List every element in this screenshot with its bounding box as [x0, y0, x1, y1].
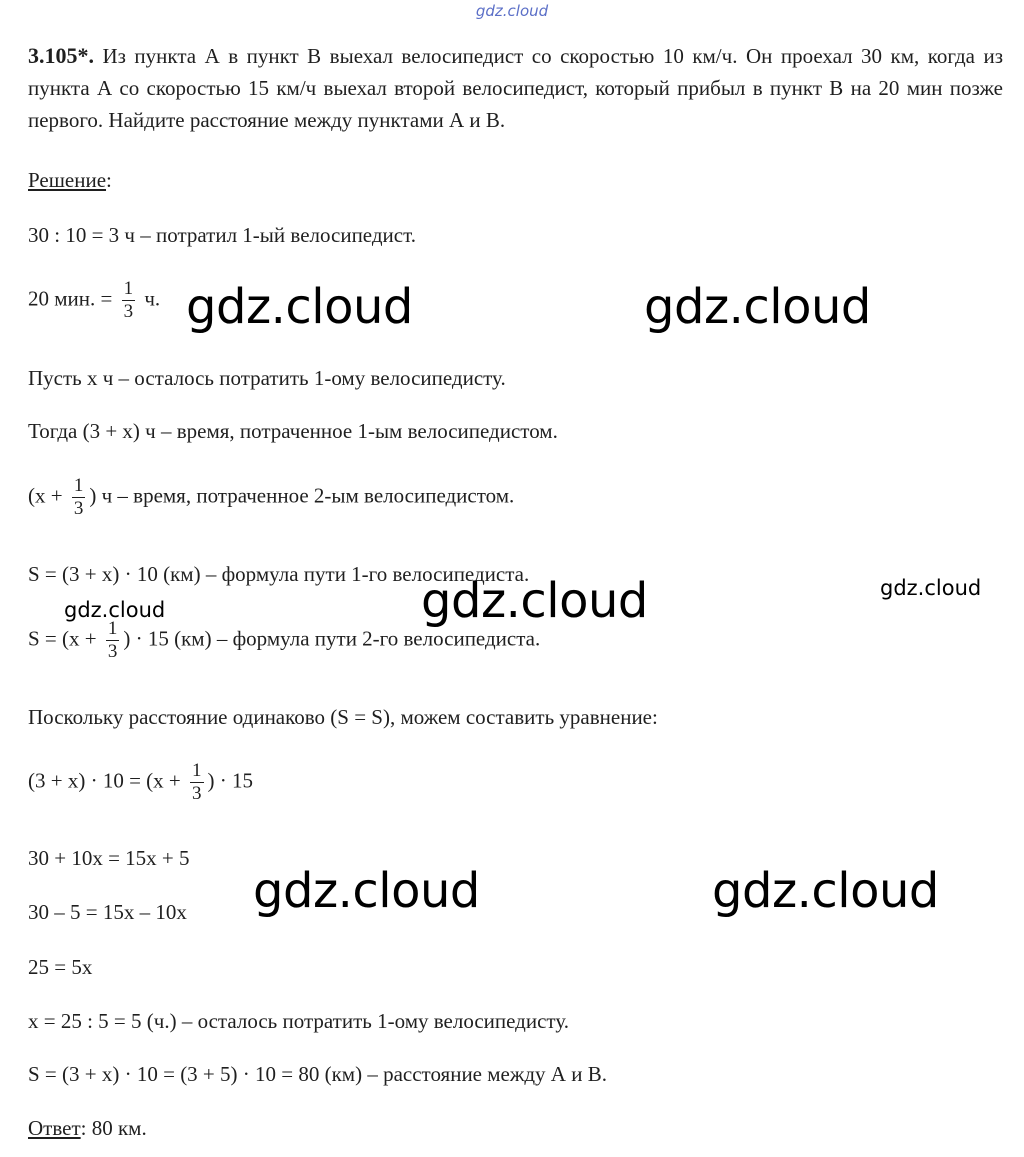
fraction-one-third — [190, 760, 204, 805]
solution-line-1: 30 : 10 = 3 ч – потратил 1-ый велосипедист. — [28, 223, 416, 247]
solution-line-2 — [28, 278, 160, 323]
fraction-one-third — [122, 278, 136, 323]
fraction-one-third — [72, 475, 86, 520]
fraction-numerator: 1 — [107, 618, 118, 639]
solution-line-9-prefix: (3 + х) · 10 = (х + — [28, 768, 187, 793]
fraction-numerator: 1 — [123, 278, 134, 299]
watermark-logo: gdz.cloud — [253, 863, 480, 919]
watermark-logo-small: gdz.cloud — [880, 576, 982, 600]
fraction-numerator: 1 — [192, 760, 202, 781]
watermark-logo: gdz.cloud — [644, 279, 871, 335]
solution-line-14: S = (3 + х) · 10 = (3 + 5) · 10 = 80 (км) – расстояние между А и В. — [28, 1062, 607, 1086]
solution-heading-colon: : — [106, 168, 112, 192]
watermark-logo: gdz.cloud — [186, 279, 413, 335]
solution-line-13: х = 25 : 5 = 5 (ч.) – осталось потратить 1-ому велосипедисту. — [28, 1009, 569, 1033]
solution-line-3: Пусть х ч – осталось потратить 1-ому велосипедисту. — [28, 366, 506, 390]
solution-heading-label: Решение — [28, 168, 107, 192]
watermark-logo-small: gdz.cloud — [64, 598, 166, 622]
solution-line-9-suffix: ) · 15 — [207, 768, 254, 793]
solution-line-5 — [28, 475, 514, 520]
solution-line-2-prefix: 20 мин. = — [28, 286, 118, 311]
problem-statement — [28, 40, 1003, 136]
problem-text: Из пункта А в пункт В выехал велосипедист со скоростью 10 км/ч. Он проехал 30 км, когда из пункта А со скоростью 15 км/ч выехал второй велосипедист, который прибыл в пункт В на 20 мин позже первого. Найдите расстояние между пунктами А и В. — [28, 44, 1003, 132]
solution-line-6: S = (3 + х) · 10 (км) – формула пути 1-го велосипедиста. — [28, 562, 530, 586]
watermark-logo: gdz.cloud — [712, 863, 939, 919]
solution-line-7-suffix: ) · 15 (км) – формула пути 2-го велосипедиста. — [123, 626, 541, 651]
answer-label: Ответ — [28, 1116, 81, 1140]
answer-value: : 80 км. — [80, 1116, 147, 1140]
fraction-denominator: 3 — [73, 498, 84, 519]
solution-line-10: 30 + 10х = 15х + 5 — [28, 846, 190, 870]
fraction-numerator: 1 — [73, 475, 84, 496]
solution-line-8: Поскольку расстояние одинаково (S = S), можем составить уравнение: — [28, 705, 658, 729]
fraction-denominator: 3 — [123, 301, 134, 322]
solution-line-2-suffix: ч. — [139, 286, 161, 311]
solution-heading — [28, 167, 112, 193]
answer-line — [28, 1115, 147, 1141]
site-mark: gdz.cloud — [475, 2, 549, 20]
watermark-logo: gdz.cloud — [421, 573, 648, 629]
fraction-denominator: 3 — [107, 641, 118, 662]
fraction-one-third — [106, 618, 120, 663]
solution-line-5-prefix: (х + — [28, 483, 68, 508]
solution-line-4: Тогда (3 + х) ч – время, потраченное 1-ым велосипедистом. — [28, 419, 558, 443]
fraction-denominator: 3 — [192, 783, 202, 804]
solution-line-9 — [28, 760, 253, 805]
solution-line-12: 25 = 5х — [28, 955, 93, 979]
solution-line-5-suffix: ) ч – время, потраченное 2-ым велосипедистом. — [89, 483, 515, 508]
solution-line-7-prefix: S = (х + — [28, 626, 102, 651]
problem-number: 3.105*. — [28, 43, 94, 68]
solution-line-11: 30 – 5 = 15х – 10х — [28, 900, 187, 924]
